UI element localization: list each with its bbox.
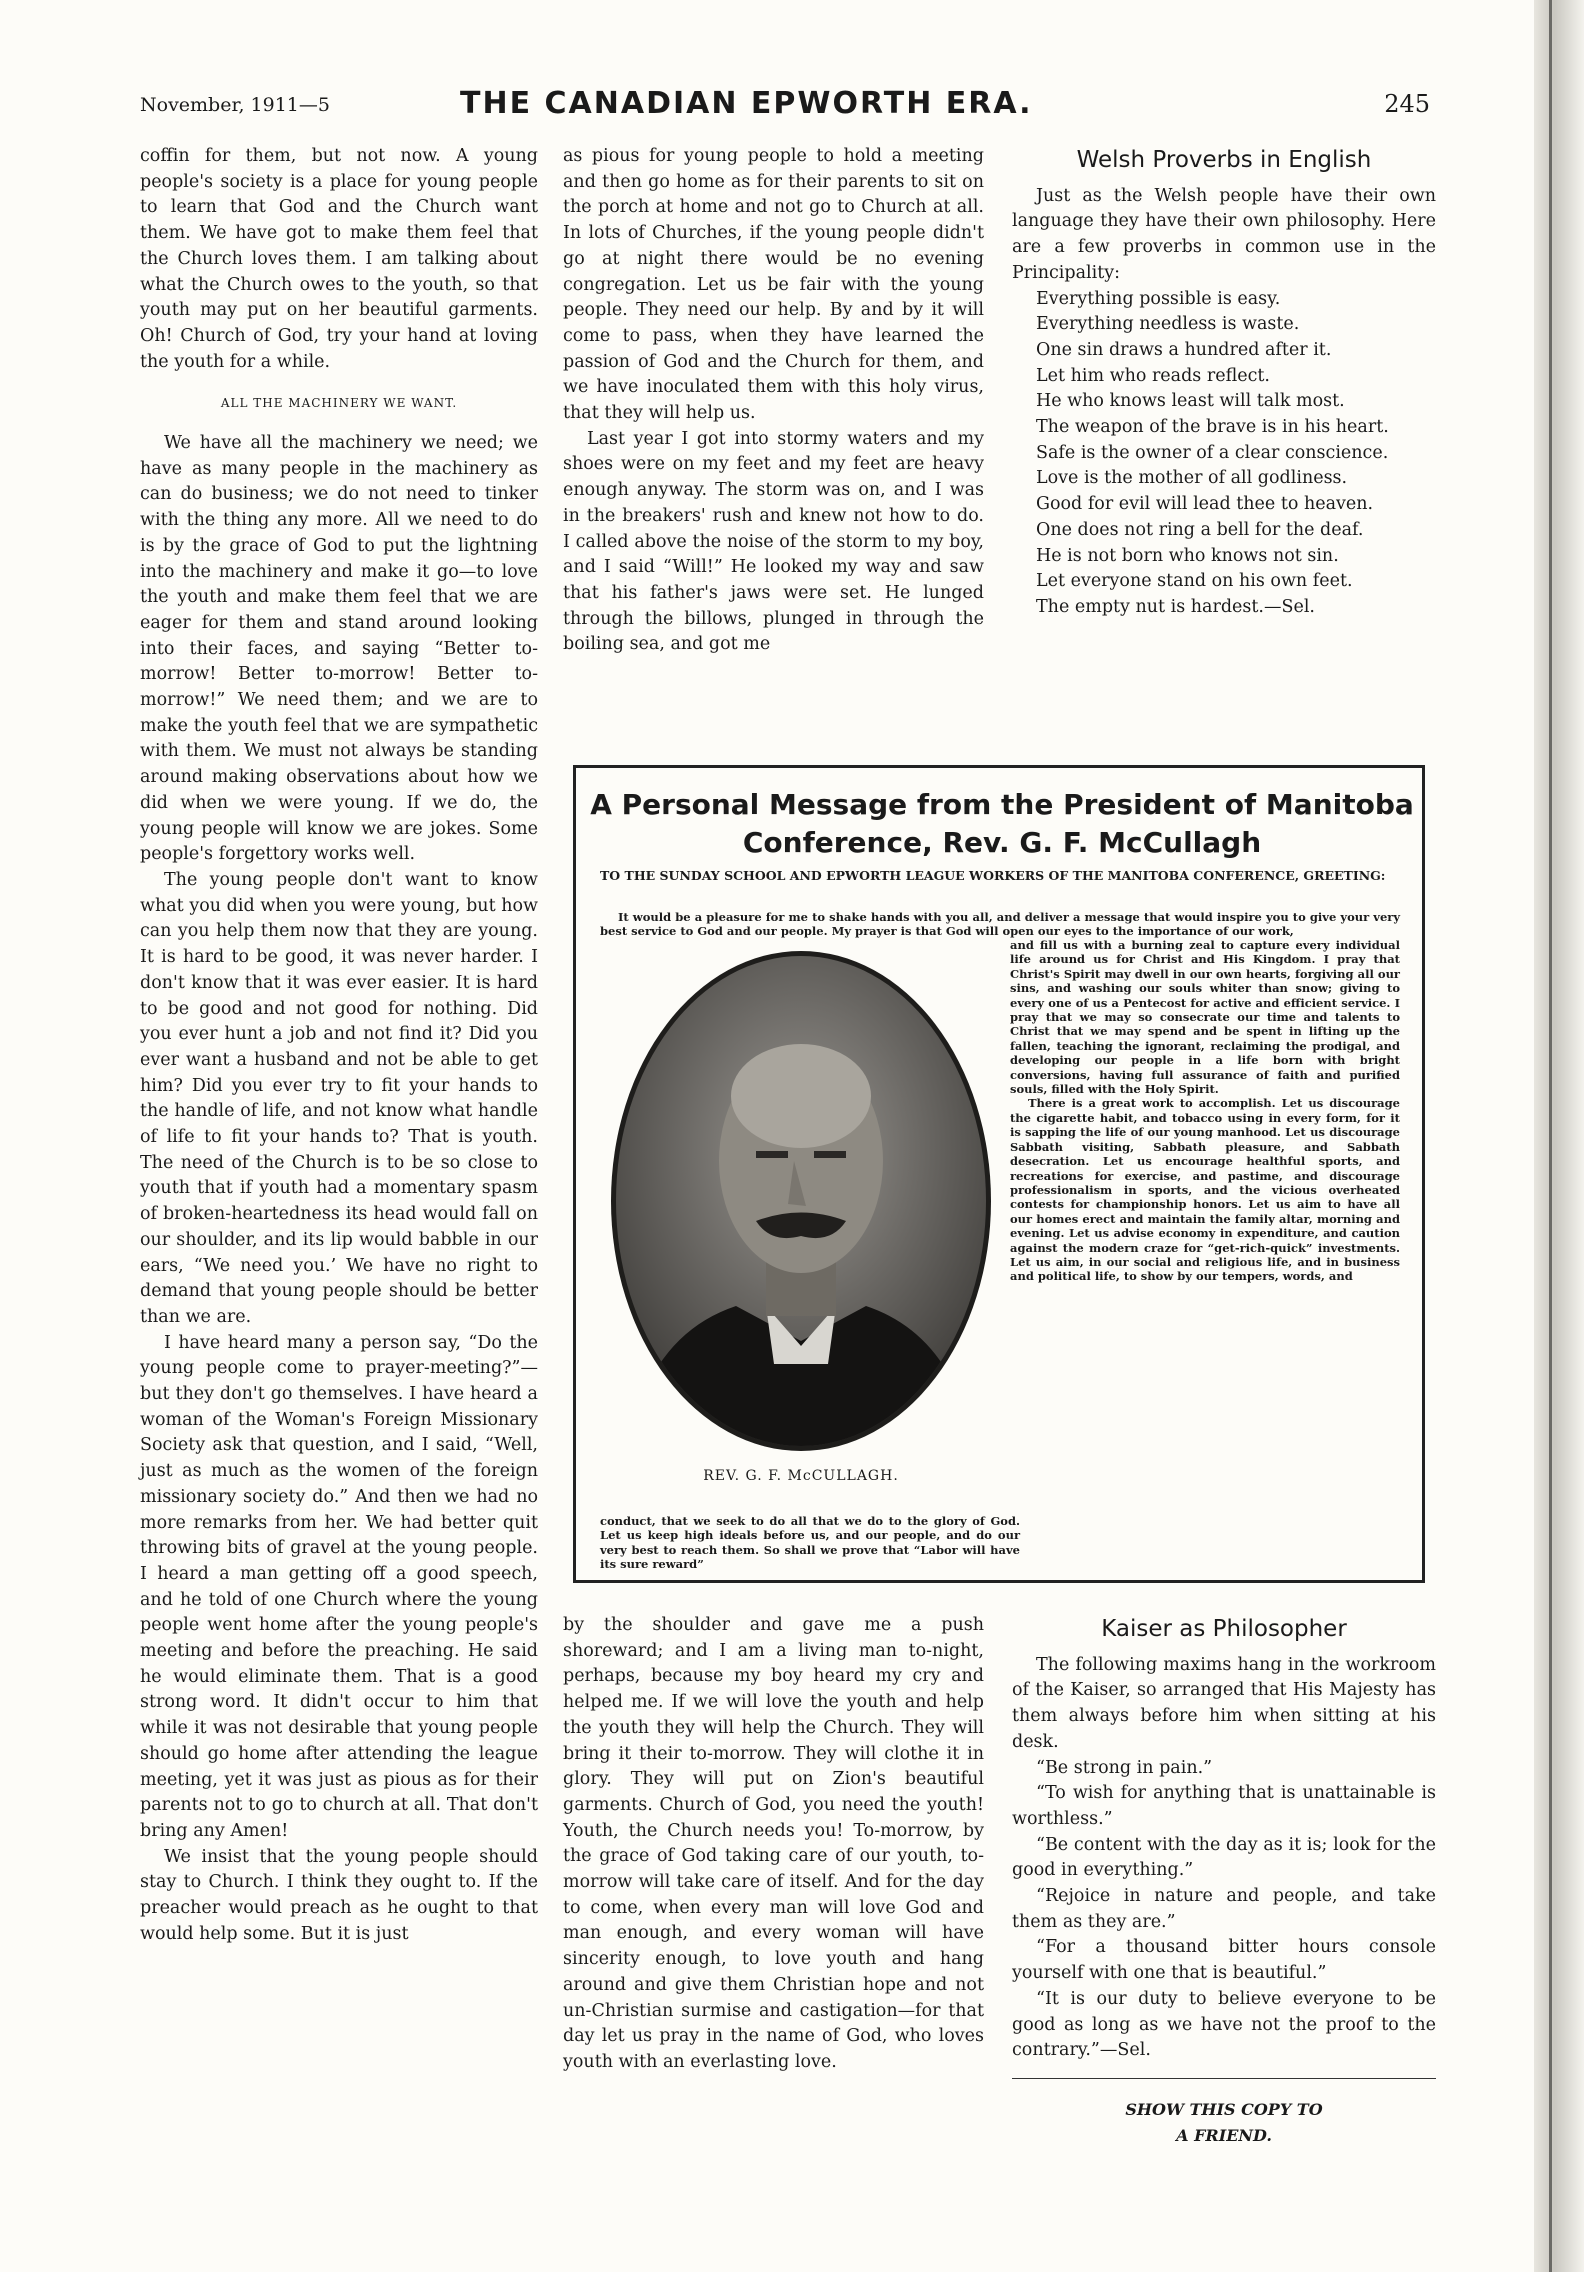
president-message-box [573, 765, 1425, 1583]
proverb: Everything possible is easy. [1036, 288, 1281, 309]
proverb: He is not born who knows not sin. [1036, 545, 1339, 566]
box-title-line: A Personal Message from the President of Manitoba [590, 788, 1414, 821]
proverb: Let him who reads reflect. [1036, 365, 1270, 386]
paragraph: as pious for young people to hold a meeting and then go home as for their parents to sit on the porch at home and not go to Church at all. In lots of Churches, if the young people didn't go at night there would be no evening congregation. Let us be fair with the young people. They need our help. By and by it will come to pass, when they have learned the passion of God and the Church for them, and we have inoculated them with this holy virus, that they will help us. [563, 146, 984, 424]
column-2 [563, 144, 984, 658]
section-title: Welsh Proverbs in English [1076, 147, 1372, 173]
show-copy-notice [1012, 2097, 1436, 2149]
issue-date: November, 1911—5 [140, 94, 330, 116]
publication-title: THE CANADIAN EPWORTH ERA. [460, 86, 1033, 121]
page-number: 245 [1384, 90, 1430, 118]
proverb: The empty nut is hardest.—Sel. [1036, 596, 1315, 617]
maxim: “Rejoice in nature and people, and take them as they are.” [1012, 1886, 1436, 1932]
paragraph: conduct, that we seek to do all that we do to the glory of God. Let us keep high ideals before us, and our people, and do our very best to reach them. So shall we prove that “Labor will have its sure reward” [600, 1514, 1020, 1572]
box-title-line: Conference, Rev. G. F. McCullagh [742, 826, 1262, 859]
paragraph: The following maxims hang in the workroom of the Kaiser, so arranged that His Majesty has them always before him when sitting at his desk. [1012, 1654, 1436, 1752]
box-title [576, 786, 1428, 862]
page-header [140, 86, 1430, 126]
message-body [1010, 938, 1400, 1284]
paragraph: and fill us with a burning zeal to capture every individual life around us for Christ and His Kingdom. I pray that Christ's Spirit may dwell in our own hearts, forgiving all our sins, and washing our souls whiter than snow; giving to every one of us a Pentecost for active and efficient service. I pray that we may so consecrate our time and talents to Christ that we may spend and be spent in lifting up the fallen, teaching the ignorant, reclaiming the prodigal, and developing our people in a life born with bright conversions, having full assurance of faith and purified souls, filled with the Holy Spirit. [1010, 938, 1400, 1097]
paragraph: Just as the Welsh people have their own language they have their own philosophy. Here are a few proverbs in common use in the Principality: [1012, 185, 1436, 283]
paragraph: We have all the machinery we need; we have as many people in the machinery as can do business; we do not need to tinker with the thing any more. All we need to do is by the grace of God to put the lightning into the machinery and make it go—to love the youth and make them feel that we are eager for them and stand around looking into their faces, and saying “Better to-morrow! Better to-morrow! Better to-morrow!” We need them; and we are to make the youth feel that we are sympathetic with them. We must not always be standing around making observations about how we did when we were young. If we do, the young people will know we are jokes. Some people's forgettory works well. [140, 433, 538, 865]
paragraph: There is a great work to accomplish. Let us discourage the cigarette habit, and tobacco using in every form, for it is sapping the life of our young manhood. Let us discourage Sabbath visiting, Sabbath pleasure, and Sabbath desecration. Let us encourage healthful sports, and recreations for exercise, and pastime, and discourage professionalism in sports, and the vicious overheated contests for championship honors. Let us aim to have all our homes erect and maintain the family altar, morning and evening. Let us advise economy in expenditure, and caution against the modern craze for “get-rich-quick” investments. Let us aim, in our social and religious life, and in business and political life, to show by our tempers, words, and [1010, 1096, 1400, 1284]
proverb: Love is the mother of all godliness. [1036, 468, 1348, 489]
maxim: “Be content with the day as it is; look for the good in everything.” [1012, 1834, 1436, 1881]
subheading: ALL THE MACHINERY WE WANT. [220, 396, 458, 411]
message-closing [600, 1514, 1020, 1572]
paragraph: by the shoulder and gave me a push shoreward; and I am a living man to-night, perhaps, because my boy heard my cry and helped me. If we will love the youth and help the youth they will help the Church. They will bring it their to-morrow. They will clothe it in glory. They will put on Zion's beautiful garments. Church of God, you need the youth! Youth, the Church needs you! To-morrow, by the grace of God taking care of our youth, to-morrow will take care of itself. And for the day to come, when every man will love God and man enough, and every woman will have sincerity enough, to love youth and hang around and give them Christian hope and not un-Christian surmise and castigation—for that day let us pray in the name of God, who loves youth with an everlasting love. [563, 1615, 984, 2072]
notice-line: SHOW THIS COPY TO [1125, 2099, 1323, 2119]
column-2-lower [563, 1613, 984, 2076]
page-edge [1534, 0, 1584, 2272]
divider [1012, 2078, 1436, 2079]
maxim: “It is our duty to believe everyone to be good as long as we have not the proof to the contrary.”—Sel. [1012, 1988, 1436, 2061]
paragraph: I have heard many a person say, “Do the young people come to prayer-meeting?”—but they don't go themselves. I have heard a woman of the Woman's Foreign Missionary Society ask that question, and I said, “Well, just as much as the women of the foreign missionary society do.” And then we had no more remarks from her. We had better quit throwing bits of gravel at the young people. I heard a man getting off a good speech, and he told of one Church where the young people went home after the young people's meeting and before the preaching. He said he would eliminate them. That is a good strong word. It didn't occur to him that while it was not desirable that young people should go home after attending the league meeting, yet it was just as pious as for their parents not to go to church at all. That don't bring any Amen! [140, 1332, 538, 1841]
maxim: “For a thousand bitter hours console yourself with one that is beautiful.” [1012, 1937, 1436, 1984]
proverb: Everything needless is waste. [1036, 314, 1300, 335]
section-title: Kaiser as Philosopher [1101, 1616, 1347, 1642]
proverb-list [1012, 287, 1436, 621]
message-intro [600, 910, 1400, 939]
column-1 [140, 144, 538, 1948]
column-3 [1012, 144, 1436, 621]
maxim: “Be strong in pain.” [1036, 1757, 1213, 1778]
notice-line: A FRIEND. [1176, 2125, 1272, 2145]
column-3-lower [1012, 1613, 1436, 2149]
paragraph: Last year I got into stormy waters and my shoes were on my feet and my feet are heavy enough anyway. The storm was on, and I was in the breakers' rush and knew not how to do. I called above the noise of the storm to my boy, and I said “Will!” He looked my way and saw that his father's jaws were set. He lunged through the billows, plunged in through the boiling sea, and got me [563, 428, 984, 655]
proverb: Let everyone stand on his own feet. [1036, 571, 1353, 592]
portrait-illustration [606, 946, 996, 1456]
paragraph: The young people don't want to know what you did when you were young, but how can you help them now that they are young. It is hard to be good, it was never harder. I don't know that it was ever easier. It is hard to be good and not good for nothing. Did you ever hunt a job and not find it? Did you ever want a husband and not be able to get him? Did you ever try to fit your hands to the handle of life, and not know what handle of life to fit your hands to? That is youth. The need of the Church is to be so close to youth that if youth had a momentary spasm of broken-heartedness its head would fall on our shoulder, and its lip would babble in our ears, “We need you.’ We have no right to demand that young people should be better than we are. [140, 869, 538, 1327]
binding-line [1549, 0, 1552, 2272]
greeting: TO THE SUNDAY SCHOOL AND EPWORTH LEAGUE WORKERS OF THE MANITOBA CONFERENCE, GREETING: [600, 868, 1386, 883]
paragraph: We insist that the young people should stay to Church. I think they ought to. If the preacher would preach as he ought to that would help some. But it is just [140, 1846, 538, 1944]
proverb: One does not ring a bell for the deaf. [1036, 519, 1364, 540]
proverb: Safe is the owner of a clear conscience. [1036, 442, 1389, 463]
maxim: “To wish for anything that is unattainable is worthless.” [1012, 1783, 1436, 1829]
photo-caption: REV. G. F. McCULLAGH. [703, 1468, 899, 1484]
proverb: Good for evil will lead thee to heaven. [1036, 494, 1374, 515]
proverb: One sin draws a hundred after it. [1036, 339, 1332, 360]
proverb: He who knows least will talk most. [1036, 391, 1345, 412]
paragraph: It would be a pleasure for me to shake hands with you all, and deliver a message that would inspire you to give your very best service to God and our people. My prayer is that God will open our eyes to the importance of our work, [600, 910, 1400, 939]
paragraph: coffin for them, but not now. A young people's society is a place for young people to learn that God and the Church want them. We have got to make them feel that the Church loves them. I am talking about what the Church owes to the youth, so that youth may put on her beautiful garments. Oh! Church of God, try your hand at loving the youth for a while. [140, 146, 538, 372]
proverb: The weapon of the brave is in his heart. [1036, 417, 1389, 438]
portrait-photo [606, 946, 996, 1456]
